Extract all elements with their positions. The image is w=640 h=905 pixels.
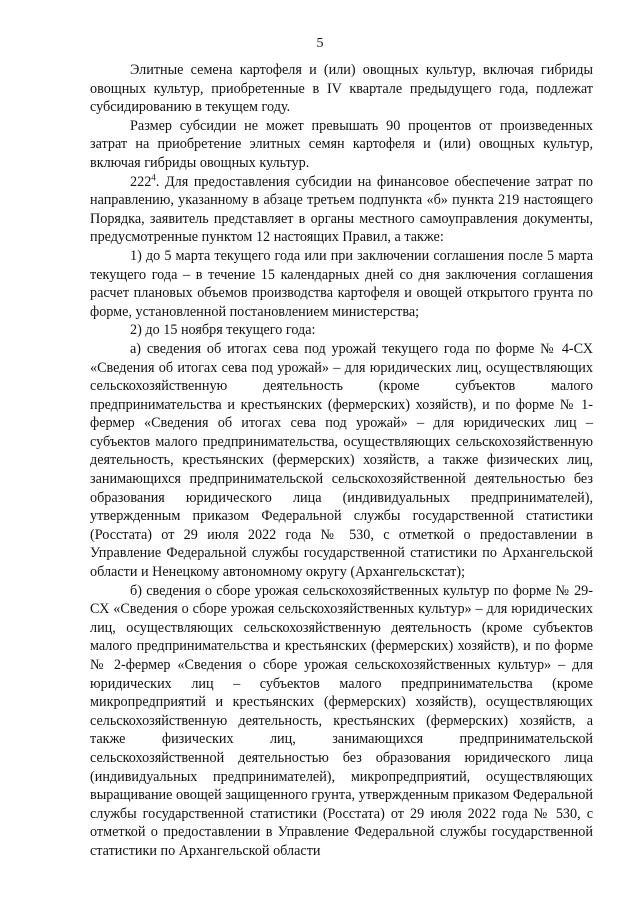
paragraph-subitem-b: б) сведения о сборе урожая сельскохозяйственных культур по форме № 29-СХ «Сведения о сборе урожая сельскохозяйственных культур» – для юридических лиц, осуществляющих сельскохозяйственную деятельность (кроме субъектов малого предпринимательства и крестьянских (фермерских) хозяйств), и по форме № 2-фермер «Сведения о сборе урожая сельскохозяйственных культур» – для юридических лиц – субъектов малого предпринимательства (кроме микропредприятий и крестьянских (фермерских) хозяйств), осуществляющих сельскохозяйственную деятельность, крестьянских (фермерских) хозяйств, а также физических лиц, занимающихся предпринимательской сельскохозяйственной деятельностью без образования юридического лица (индивидуальных предпринимателей), микропредприятий, осуществляющих выращивание овощей защищенного грунта, утвержденным приказом Федеральной службы государственной статистики (Росстата) от 29 июля 2022 года № 530, с отметкой о предоставлении в Управление Федеральной службы государственной статистики по Архангельской области [90, 582, 593, 859]
paragraph-subsidy-size: Размер субсидии не может превышать 90 процентов от произведенных затрат на приобретение элитных семян картофеля и (или) овощных культур, включая гибриды овощных культур. [90, 117, 593, 171]
paragraph-clause-222-4 [90, 173, 593, 247]
clause-separator: . [155, 173, 165, 190]
document-body [90, 61, 593, 861]
clause-text: Для предоставления субсидии на финансовое обеспечение затрат по направлению, указанному в абзаце третьем подпункта «б» пункта 219 настоящего Порядка, заявитель представляет в органы местного самоуправления документы, предусмотренные пунктом 12 настоящих Правил, а также: [90, 173, 594, 246]
paragraph-item-1: 1) до 5 марта текущего года или при заключении соглашения после 5 марта текущего года – в течение 15 календарных дней со дня заключения соглашения расчет плановых объемов производства картофеля и овощей открытого грунта по форме, установленной постановлением министерства; [90, 247, 593, 320]
clause-superscript: 4 [151, 171, 156, 182]
page-number: 5 [316, 36, 324, 51]
clause-number: 222 [130, 173, 152, 190]
paragraph-elite-seeds: Элитные семена картофеля и (или) овощных культур, включая гибриды овощных культур, приобретенные в IV квартале предыдущего года, подлежат субсидированию в текущем году. [90, 62, 593, 116]
paragraph-item-2: 2) до 15 ноября текущего года: [130, 322, 316, 339]
paragraph-subitem-a: а) сведения об итогах сева под урожай текущего года по форме № 4-СХ «Сведения об итогах сева под урожай» – для юридических лиц, осуществляющих сельскохозяйственную деятельность (кроме субъектов малого предпринимательства и крестьянских (фермерских) хозяйств), и по форме № 1-фермер «Сведения об итогах сева под урожай» – для юридических лиц – субъектов малого предпринимательства, осуществляющих сельскохозяйственную деятельность, крестьянских (фермерских) хозяйств, а также физических лиц, занимающихся предпринимательской сельскохозяйственной деятельностью без образования юридического лица (индивидуальных предпринимателей), утвержденным приказом Федеральной службы государственной статистики (Росстата) от 29 июля 2022 года № 530, с отметкой о предоставлении в Управление Федеральной службы государственной статистики по Архангельской области и Ненецкому автономному округу (Архангельскстат); [90, 340, 593, 581]
